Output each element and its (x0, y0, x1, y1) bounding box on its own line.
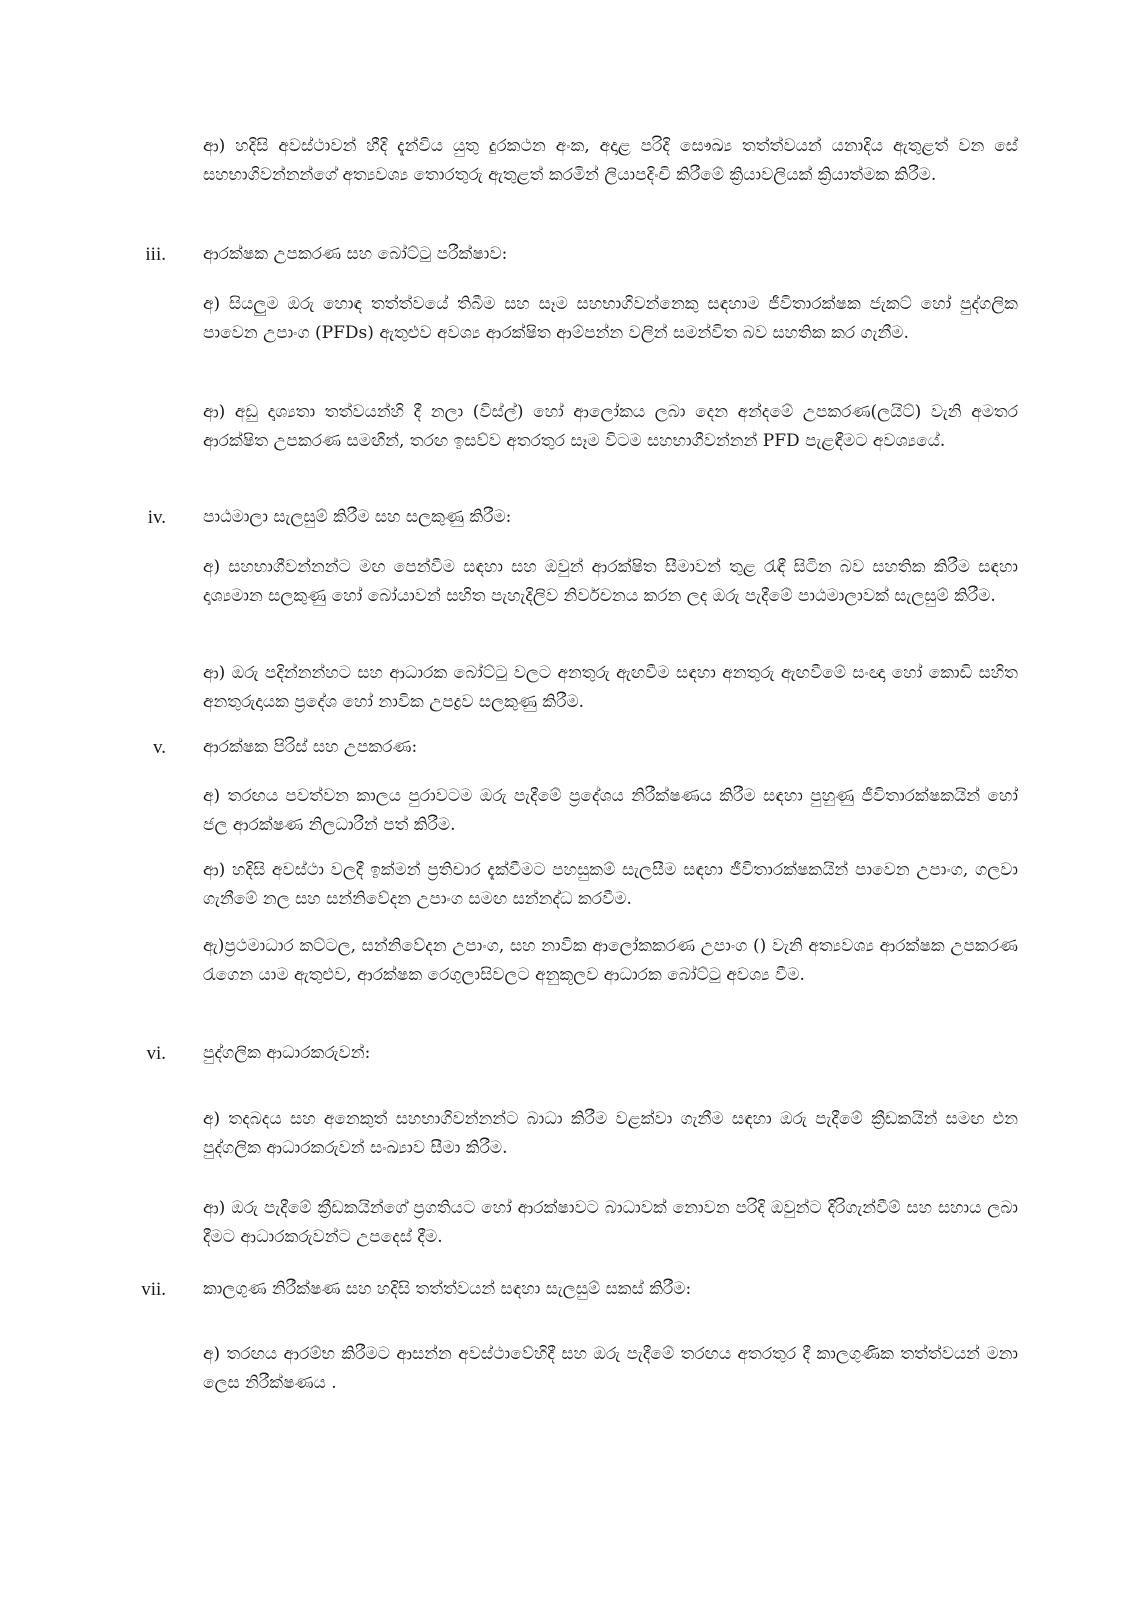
section-number-vi: vi. (146, 1043, 166, 1064)
section-title-weather-monitoring: කාලගුණ නිරීක්ෂණ සහ හදිසි තත්ත්වයන් සඳහා සැලසුම් සකස් කිරීම: (203, 1279, 692, 1299)
paragraph-v-b: ආ) හදිසි අවස්ථා වලදී ඉක්මන් ප්‍රතිචාර දැක්වීමට පහසුකම් සැලසීම සඳහා ජීවිතාරක්ෂකයින් පාවෙන උපාංග, ගලවා ගැනීමේ නල සහ සන්නිවේදන උපාංග සමඟ සන්නද්ධ කරවීම. (203, 860, 1018, 909)
section-title-safety-equipment: ආරක්ෂක උපකරණ සහ බෝට්ටු පරීක්ෂාව: (203, 244, 508, 264)
section-title-personal-supporters: පුද්ගලික ආධාරකරුවන්: (203, 1043, 371, 1063)
section-title-safety-personnel: ආරක්ෂක පිරිස් සහ උපකරණ: (203, 737, 418, 757)
paragraph-registration: ආ) හදිසි අවස්ථාවන් හීදි දැන්විය යුතු දුරකථන අංක, අදාළ පරිදි සෞඛ්‍ය තත්ත්වයන් යනාදිය ඇතුළත් වන සේ සහභාගිවන්නන්ගේ අත්‍යවශ්‍ය තොරතුරු ඇතුළත් කරමින් ලියාපදිංචි කිරීමේ ක්‍රියාවලියක් ක්‍රියාත්මක කිරීම. (203, 136, 1018, 185)
paragraph-v-c: ඇ)ප්‍රථමාධාර කට්ටල, සන්නිවේදන උපාංග, සහ නාවික ආලෝකකරණ උපාංග () වැනි අත්‍යවශ්‍ය ආරක්ෂක උපකරණ රැගෙන යාම ඇතුළුව, ආරක්ෂක රෙගුලාසිවලට අනුකූලව ආධාරක බෝට්ටු අවශ්‍ය වීම. (203, 936, 1018, 985)
paragraph-iii-b: ආ) අඩු දෘශ්‍යතා තත්වයන්හි දී නලා (විස්ල්) හෝ ආලෝකය ලබා දෙන අන්දමේ උපකරණ(ලයිට්) වැනි අමතර ආරක්ෂිත උපකරණ සමඟින්, තරඟ ඉසව්ව අතරතුර සෑම විටම සහභාගීවන්නන් PFD පැළඳීමට අවශ්‍යයේ. (203, 402, 1018, 451)
paragraph-iii-a: අ) සියලුම ඔරු හොඳ තත්ත්වයේ තිබීම සහ සෑම සහභාගිවන්නෙකු සඳහාම ජීවිතාරක්ෂක ජැකට් හෝ පුද්ගලික පාවෙන උපාංග (PFDs) ඇතුළුව අවශ්‍ය ආරක්ෂිත ආම්පන්න වලින් සමන්විත බව සහතික කර ගැනීම. (203, 294, 1018, 343)
paragraph-iv-b: ආ) ඔරු පදින්නන්හට සහ ආධාරක බෝට්ටු වලට අනතුරු ඇඟවීම සඳහා අනතුරු ඇඟවීමේ සංඥා හෝ කොඩි සහිත අනතුරුදායක ප්‍රදේශ හෝ නාවික උපද්‍රව සලකුණු කිරීම. (203, 663, 1018, 712)
paragraph-v-a: අ) තරඟය පවත්වන කාලය පුරාවටම ඔරු පැදීමේ ප්‍රදේශය නිරීක්ෂණය කිරීම සඳහා පුහුණු ජීවිතාරක්ෂකයින් හෝ ජල ආරක්ෂණ නිලධාරීන් පත් කිරීම. (203, 786, 1018, 835)
paragraph-vii-a: අ) තරඟය ආරම්භ කිරීමට ආසන්න අවස්ථාවේහිදී සහ ඔරු පැදීමේ තරඟය අතරතුර දී කාලගුණික තත්ත්වයන් මනා ලෙස නිරීක්ෂණය . (203, 1344, 1018, 1393)
section-number-v: v. (152, 737, 166, 758)
section-number-vii: vii. (141, 1279, 166, 1300)
paragraph-vi-b: ආ) ඔරු පැදීමේ ක්‍රීඩකයින්ගේ ප්‍රගතියට හෝ ආරක්ෂාවට බාධාවක් නොවන පරිදි ඔවුන්ට දිරිගැන්වීම් සහ සහාය ලබා දීමට ආධාරකරුවන්ට උපදෙස් දීම. (203, 1198, 1018, 1247)
section-number-iv: iv. (147, 507, 166, 528)
section-title-course-design: පාඨමාලා සැලසුම් කිරීම සහ සලකුණු කිරීම: (203, 507, 512, 527)
paragraph-vi-a: අ) තදබදය සහ අනෙකුත් සහභාගිවන්නන්ට බාධා කිරීම වළක්වා ගැනීම සඳහා ඔරු පැදීමේ ක්‍රීඩකයින් සමඟ එන පුද්ගලික ආධාරකරුවන් සංඛ්‍යාව සීමා කිරීම. (203, 1109, 1018, 1158)
paragraph-iv-a: අ) සහභාගීවන්නන්ට මඟ පෙන්වීම සඳහා සහ ඔවුන් ආරක්ෂිත සීමාවන් තුළ රැඳී සිටින බව සහතික කිරීම සඳහා දෘශ්‍යමාන සලකුණු හෝ බෝයාවන් සහිත පැහැදිලිව නිර්වචනය කරන ලද ඔරු පැදීමේ පාඨමාලාවක් සැලසුම් කිරීම. (203, 557, 1018, 606)
section-number-iii: iii. (145, 244, 166, 265)
